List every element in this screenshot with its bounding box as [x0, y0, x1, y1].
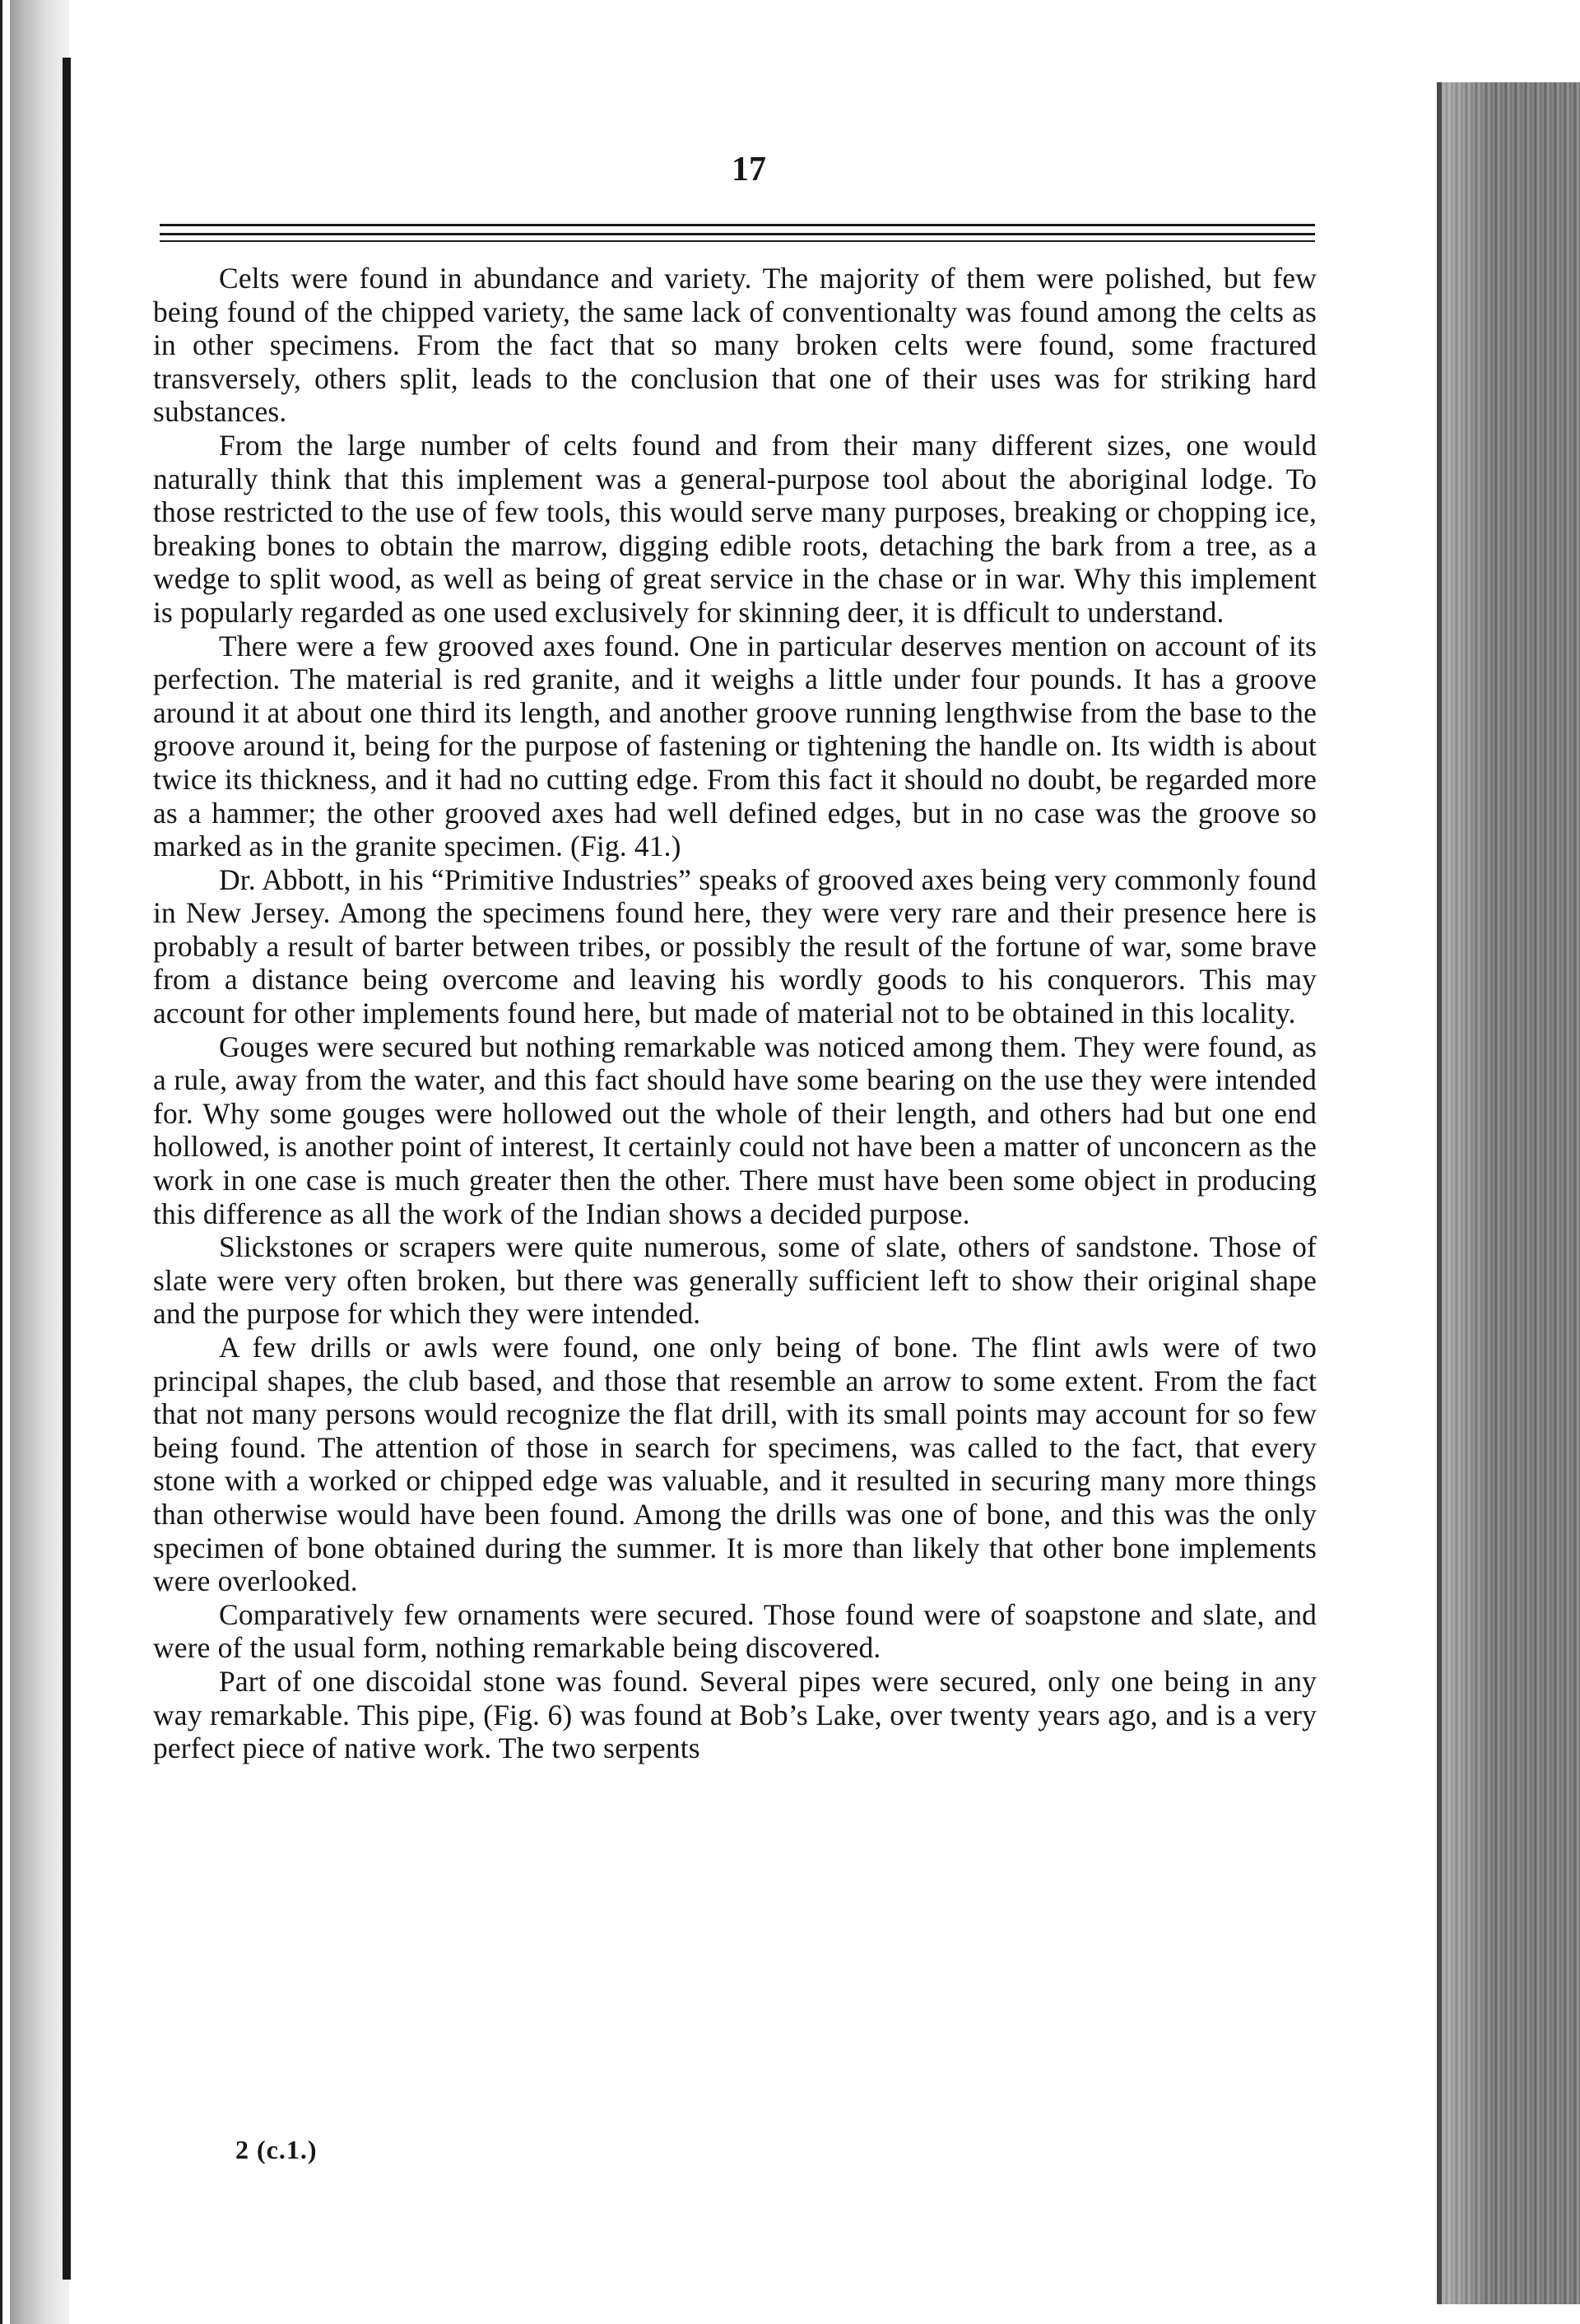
- paragraph-celt-uses: From the large number of celts found and from their many different sizes, one would naturally think that this implement was a general-purpose tool about the aboriginal lodge. To those restricted to the use of few tools, this would serve many purposes, breaking or chopping ice, breaking bones to obtain the marrow, digging edible roots, detaching the bark from a tree, as a wedge to split wood, as well as being of great service in the chase or in war. Why this implement is popularly regarded as one used exclusively for skinning deer, it is dfficult to understand.: [153, 428, 1317, 629]
- binding-shadow: [63, 58, 71, 2280]
- header-rule: [160, 233, 1315, 235]
- binding-edge: [0, 0, 69, 2324]
- paragraph-drills: A few drills or awls were found, one only being of bone. The flint awls were of two principal shapes, the club based, and those that resemble an arrow to some extent. From the fact that not many persons would recognize the flat drill, with its small points may account for so few being found. The attention of those in search for specimens, was called to the fact, that every stone with a worked or chipped edge was valuable, and it resulted in securing many more things than otherwise would have been found. Among the drills was one of bone, and this was the only specimen of bone obtained during the summer. It is more than likely that other bone implements were overlooked.: [153, 1331, 1317, 1598]
- paragraph-abbott: Dr. Abbott, in his “Primitive Industries” speaks of grooved axes being very commonly found in New Jersey. Among the specimens found here, they were very rare and their presence here is probably a result of barter between tribes, or possibly the result of the fortune of war, some brave from a distance being overcome and leaving his wordly goods to his conquerors. This may account for other implements found here, but made of material not to be obtained in this locality.: [153, 862, 1317, 1030]
- binding-hairline: [0, 0, 2, 2324]
- page-stack-edge: [1437, 82, 1580, 2304]
- header-rule: [160, 224, 1315, 226]
- page-number: 17: [732, 151, 766, 188]
- paragraph-celts: Celts were found in abundance and variety. The majority of them were polished, but few being found of the chipped variety, the same lack of conventionalty was found among the celts as in other specimens. From the fact that so many broken celts were found, some fractured transversely, others split, leads to the conclusion that one of their uses was for striking hard substances.: [153, 262, 1317, 429]
- paragraph-grooved-axes: There were a few grooved axes found. One in particular deserves mention on account of its perfection. The material is red granite, and it weighs a little under four pounds. It has a groove around it at about one third its length, and another groove running lengthwise from the base to the groove around it, being for the purpose of fastening or tightening the handle on. Its width is about twice its thickness, and it had no cutting edge. From this fact it should no doubt, be regarded more as a hammer; the other grooved axes had well defined edges, but in no case was the groove so marked as in the granite specimen. (Fig. 41.): [153, 629, 1317, 863]
- body-text: [153, 262, 1317, 1765]
- paragraph-gouges: Gouges were secured but nothing remarkable was noticed among them. They were found, as a rule, away from the water, and this fact should have some bearing on the use they were intended for. Why some gouges were hollowed out the whole of their length, and others had but one end hollowed, is another point of interest, It certainly could not have been a matter of unconcern as the work in one case is much greater then the other. There must have been some object in producing this difference as all the work of the Indian shows a decided purpose.: [153, 1030, 1317, 1230]
- paragraph-slickstones: Slickstones or scrapers were quite numerous, some of slate, others of sandstone. Those of slate were very often broken, but there was generally sufficient left to show their original shape and the purpose for which they were intended.: [153, 1230, 1317, 1331]
- page-stack-shade: [1442, 82, 1491, 2304]
- header-rule: [160, 240, 1315, 242]
- paragraph-pipes: Part of one discoidal stone was found. Several pipes were secured, only one being in any way remarkable. This pipe, (Fig. 6) was found at Bob’s Lake, over twenty years ago, and is a very perfect piece of native work. The two serpents: [153, 1664, 1317, 1765]
- signature-mark: 2 (c.1.): [235, 2135, 318, 2164]
- paragraph-ornaments: Comparatively few ornaments were secured. Those found were of soapstone and slate, and were of the usual form, nothing remarkable being discovered.: [153, 1597, 1317, 1665]
